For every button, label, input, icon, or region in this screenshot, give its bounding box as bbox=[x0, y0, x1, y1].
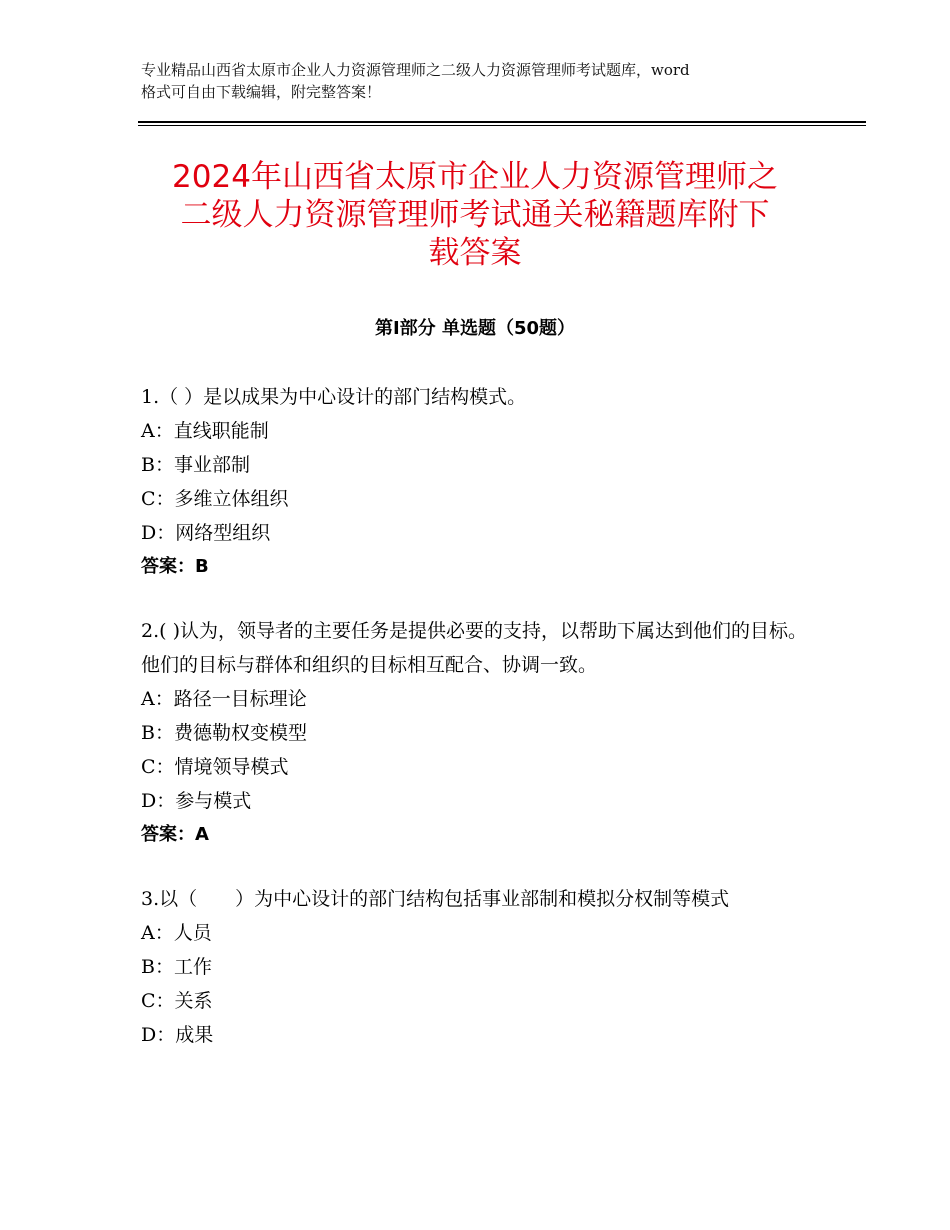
option-d: D：网络型组织 bbox=[141, 522, 271, 544]
option-c: C：情境领导模式 bbox=[141, 756, 289, 778]
question-stem: 3.以（ ）为中心设计的部门结构包括事业部制和模拟分权制等模式 bbox=[141, 888, 730, 910]
question-stem: 2.( )认为，领导者的主要任务是提供必要的支持，以帮助下属达到他们的目标。他们的目标与群体和组织的目标相互配合、协调一致。 bbox=[141, 620, 807, 676]
header-rule-thin bbox=[138, 125, 866, 126]
header-rule bbox=[138, 121, 866, 123]
option-b: B：事业部制 bbox=[141, 454, 250, 476]
question-2 bbox=[141, 614, 821, 852]
option-d: D：成果 bbox=[141, 1024, 214, 1046]
answer: 答案：B bbox=[141, 556, 209, 577]
option-a: A：路径一目标理论 bbox=[141, 688, 307, 710]
option-c: C：多维立体组织 bbox=[141, 488, 289, 510]
answer: 答案：A bbox=[141, 824, 209, 845]
option-c: C：关系 bbox=[141, 990, 213, 1012]
question-list bbox=[141, 380, 821, 1082]
header-note-line-1: 专业精品山西省太原市企业人力资源管理师之二级人力资源管理师考试题库，word bbox=[141, 61, 690, 79]
question-stem: 1.（ ）是以成果为中心设计的部门结构模式。 bbox=[141, 386, 527, 408]
question-1 bbox=[141, 380, 821, 584]
title-line-1: 2024年山西省太原市企业人力资源管理师之 bbox=[172, 159, 778, 195]
title-line-3: 载答案 bbox=[428, 235, 522, 271]
title-line-2: 二级人力资源管理师考试通关秘籍题库附下 bbox=[180, 197, 770, 233]
option-a: A：人员 bbox=[141, 922, 212, 944]
question-3 bbox=[141, 882, 821, 1052]
option-d: D：参与模式 bbox=[141, 790, 252, 812]
option-b: B：费德勒权变模型 bbox=[141, 722, 307, 744]
header-note-line-2: 格式可自由下载编辑，附完整答案！ bbox=[141, 83, 382, 101]
section-title: 第Ⅰ部分 单选题（50题） bbox=[374, 318, 575, 339]
option-b: B：工作 bbox=[141, 956, 212, 978]
document-title bbox=[110, 158, 840, 272]
option-a: A：直线职能制 bbox=[141, 420, 269, 442]
header-note bbox=[141, 59, 821, 103]
